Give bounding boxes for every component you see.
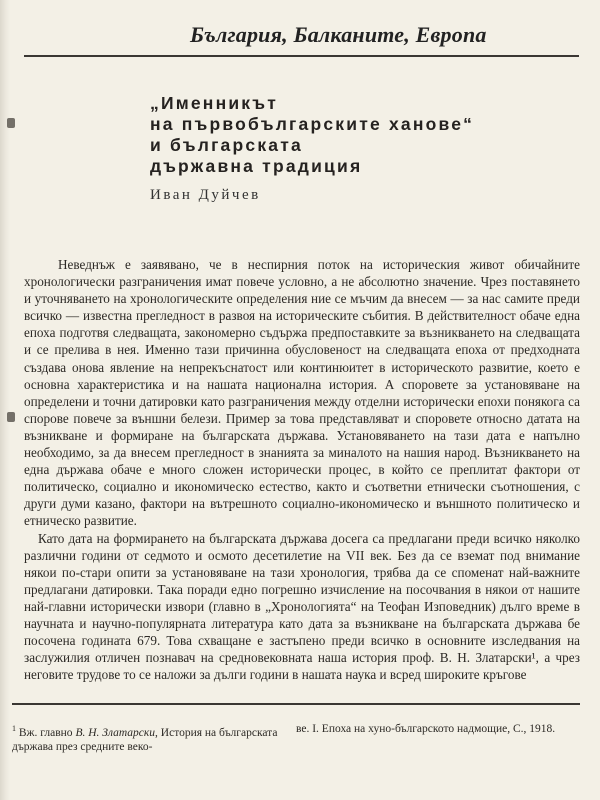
binding-mark (7, 118, 15, 128)
footnote-author: В. Н. Златарски (75, 726, 156, 739)
author-name: Иван Дуйчев (150, 187, 261, 203)
footnote-1-continued: ве. I. Епоха на хуно-българското надмощие, С., 1918. (296, 723, 556, 735)
title-line: на първобългарските ханове“ (150, 114, 475, 134)
article-title (150, 93, 474, 177)
article-body (24, 256, 580, 683)
header-divider (24, 55, 579, 57)
title-line: държавна традиция (150, 156, 363, 176)
footnote-prefix: Вж. главно (16, 726, 76, 739)
footnote-marker: 1 (12, 724, 16, 733)
section-title: България, Балканите, Европа (190, 22, 487, 47)
title-line: „Именникът (150, 93, 278, 113)
footnote-1 (12, 722, 284, 754)
title-line: и българската (150, 135, 303, 155)
paragraph: Като дата на формирането на българската държава досега са предлагани преди всичко няколко различни години от седмото и осмото десетилетие на VII век. Без да се вземат под внимание някои по-стари опити за установяване на тази хронология, трябва да се споменат най-важните предлагани датировки. Така поради едно погрешно изчисление на посочвания в някои от нашите най-главни исторически извори (главно в „Хронологията“ на Теофан Изповедник) дълго време в научната и научно-популярната литература като дата за възникване на българската държава бе посочена годината 679. Това схващане е застъпено преди всичко в основните изследвания на заслужилия отличен познавач на средновековната наша история проф. В. Н. Златарски¹, а чрез неговите трудове то се наложи за дълги години в нашата наука и всред широките кръгове (24, 530, 580, 683)
binding-mark (7, 412, 15, 422)
footnote-text: , История на българската държава през средните веко- (12, 726, 278, 753)
paragraph: Неведнъж е заявявано, че в неспирния поток на историческия живот обичайните хронологически разграничения имат повече условно, а не абсолютно значение. Чрез поставянето и уточняването на хронологическите определения ние се мъчим да внесем — за нас самите преди всичко — известна прегледност в развоя на историческите събития. В действителност обаче една епоха подготвя следващата, закономерно съдържа предпоставките за възникването на следващата и се прелива в нея. Именно тази причинна обусловеност на следващата епоха от предходната създава онова явление на непрекъснатост или континюитет в историческото развитие, което е основна характеристика и на нашата национална история. А споровете за установяване на определени и точни датировки като разграничения между отделни исторически епохи понякога са спорове повече за външни белези. Пример за това представляват и споровете относно датата на възникване и формиране на българската държава. Установяването на тази дата е напълно необходимо, за да внесем прегледност в знанията за миналото на нашия народ. Възникването на една държава обаче е много сложен исторически процес, в който се преплитат фактори от политическо, социално и икономическо естество, както и съответни етнически съотношения, с други думи казано, фактори на вътрешното социално-икономическо и външното политическо и етническо развитие. (24, 257, 580, 529)
footnote-divider (12, 703, 580, 705)
